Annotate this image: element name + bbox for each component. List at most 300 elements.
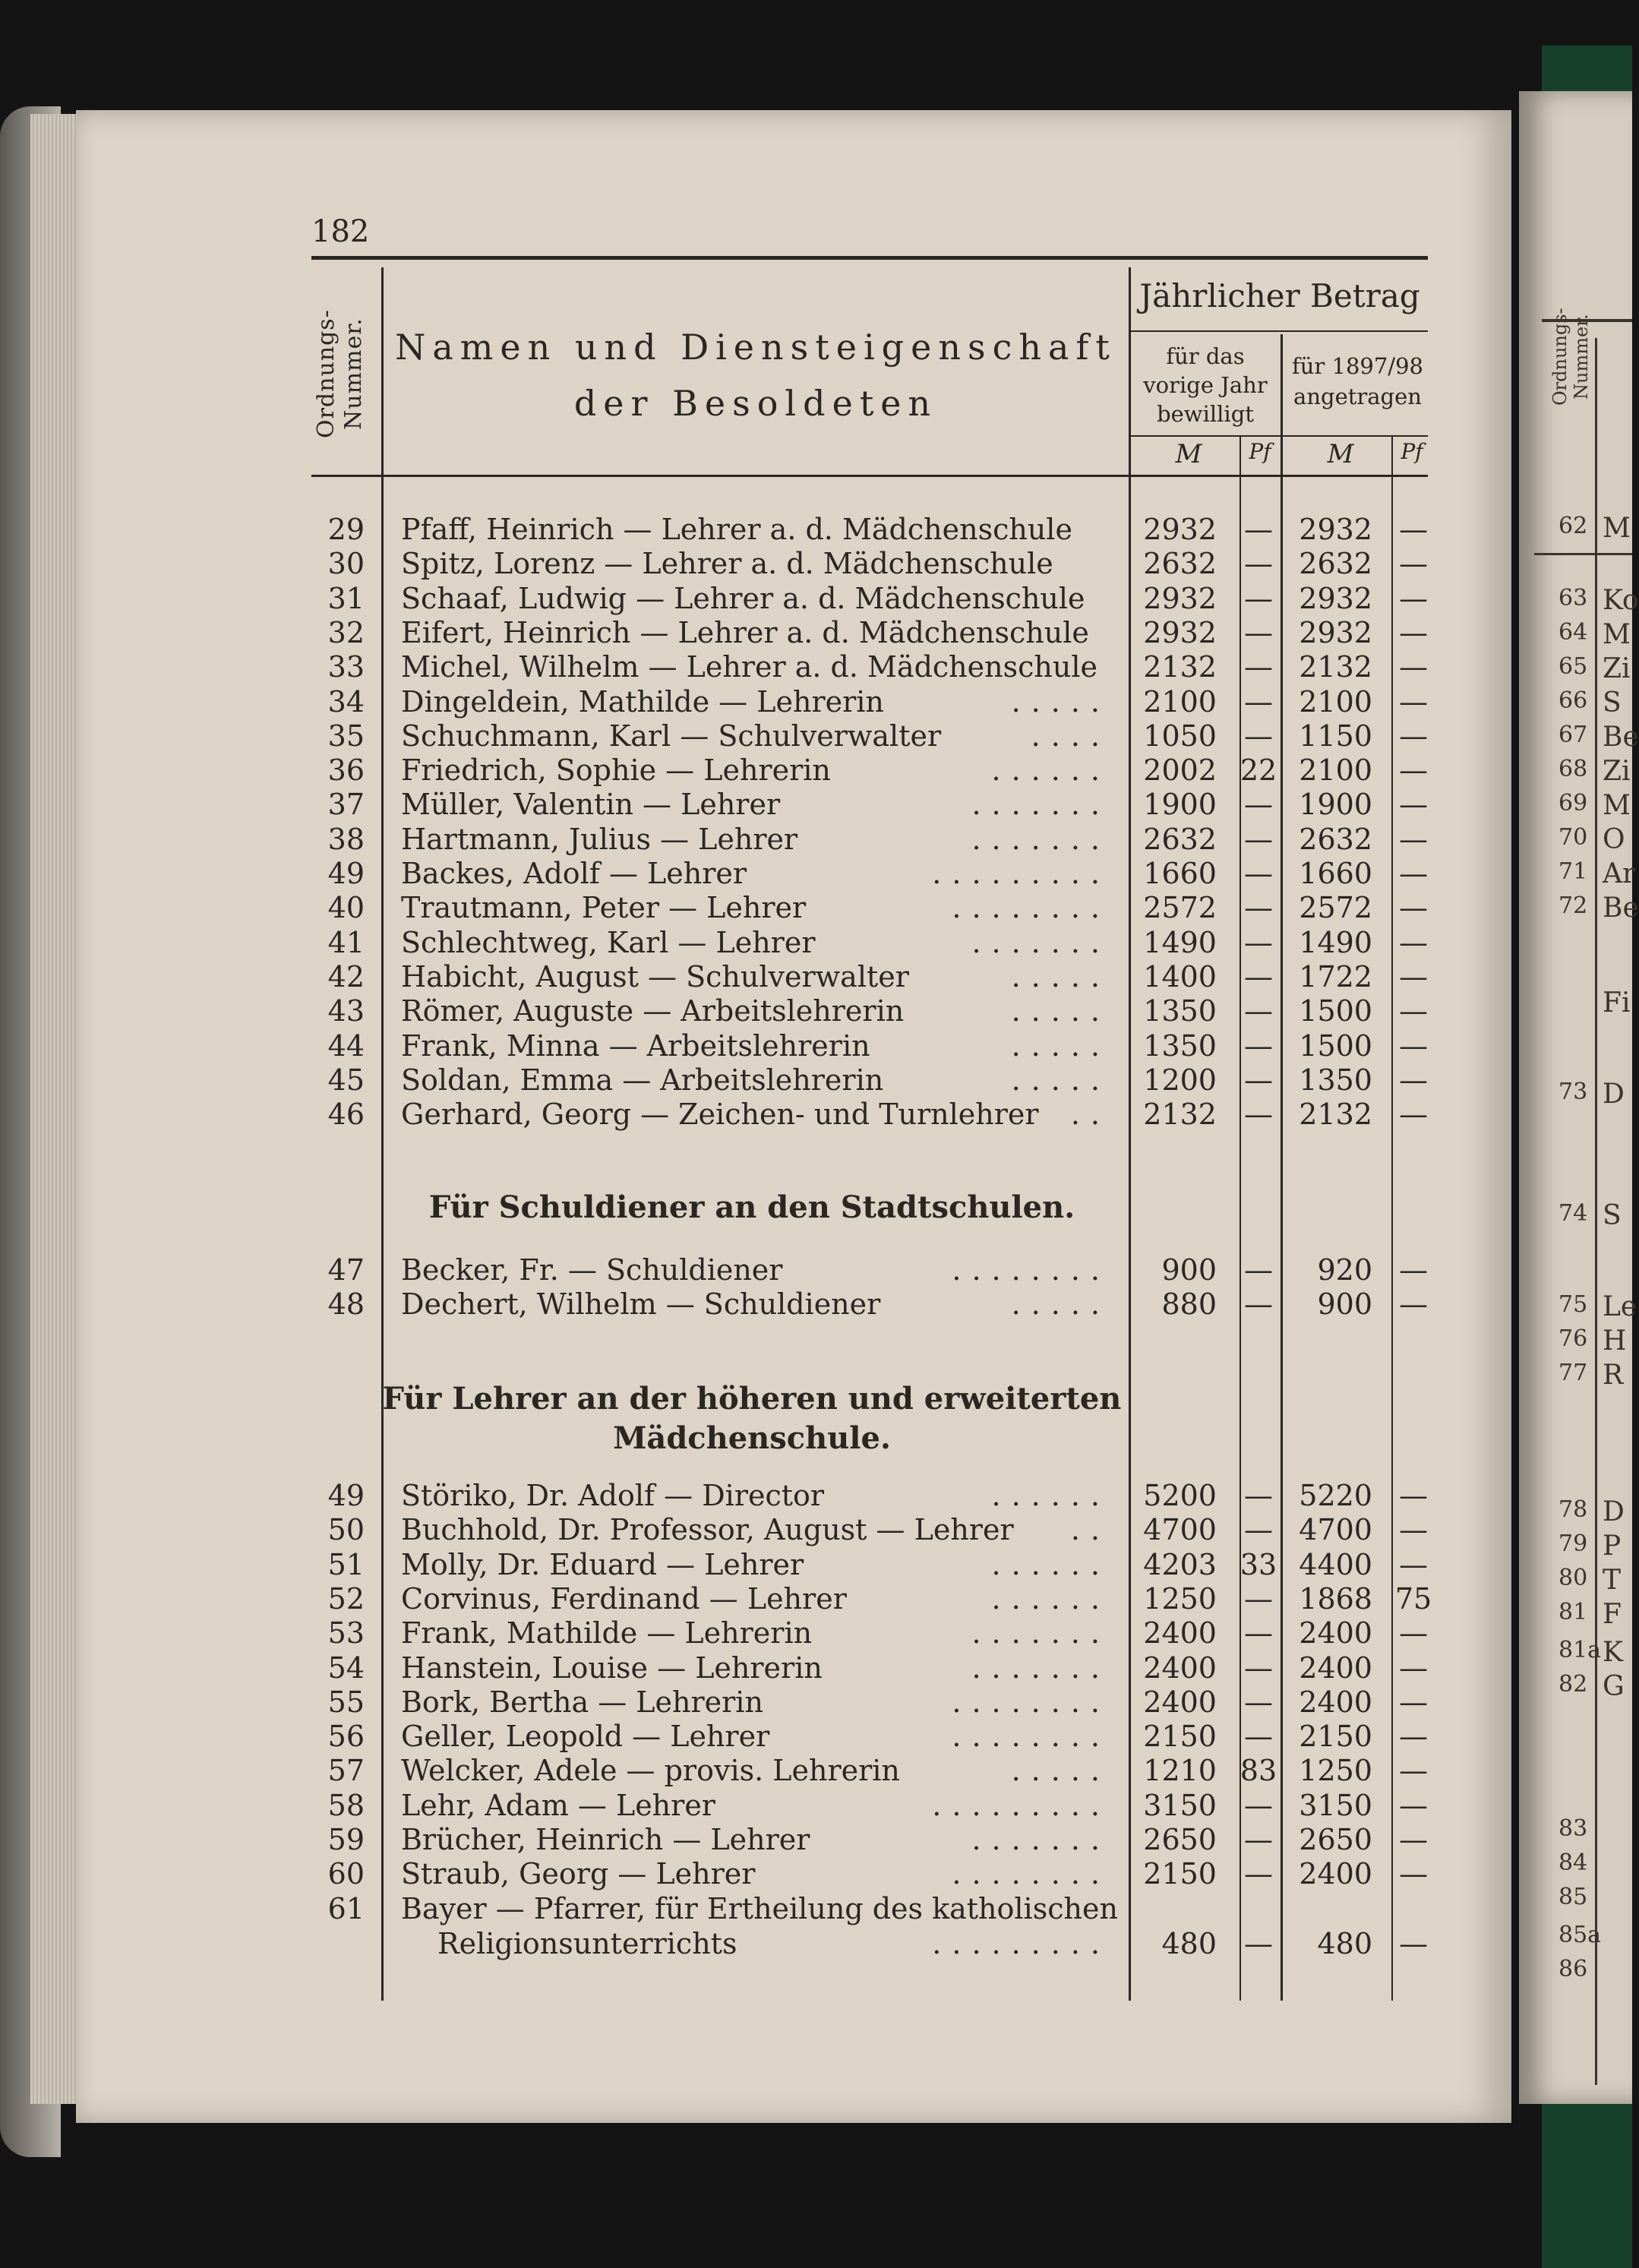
previous-amount: 2400 (1143, 1651, 1217, 1685)
header-order-number: Ordnungs-Nummer. (313, 309, 367, 438)
table-row (0, 1789, 1443, 1822)
previous-pfennig: — (1244, 547, 1273, 580)
new-amount: 1660 (1299, 857, 1372, 890)
previous-pfennig: — (1244, 1098, 1273, 1131)
order-number: 48 (327, 1287, 365, 1321)
previous-pfennig: — (1244, 1857, 1273, 1891)
leader-dots: .... (1031, 719, 1110, 753)
new-pfennig: — (1399, 650, 1428, 684)
table-row (0, 1479, 1443, 1512)
facing-page-entry: H (1603, 1325, 1627, 1357)
leader-dots: ...... (991, 1479, 1110, 1512)
order-number: 32 (327, 616, 365, 649)
new-amount: 1722 (1299, 960, 1372, 993)
person-name: Störiko, Dr. Adolf — Director (401, 1479, 825, 1512)
previous-amount: 4700 (1143, 1513, 1217, 1546)
table-row (0, 823, 1443, 856)
leader-dots: .. (1070, 1098, 1110, 1131)
facing-page-number: 75 (1558, 1291, 1588, 1318)
table-row (0, 719, 1443, 753)
previous-pfennig: — (1244, 994, 1273, 1028)
table-row (0, 960, 1443, 993)
table-row (0, 616, 1443, 649)
previous-pfennig: — (1244, 650, 1273, 684)
header-new-line1: für 1897/98 (1292, 353, 1423, 379)
person-name: Brücher, Heinrich — Lehrer (401, 1823, 810, 1856)
new-pfennig: — (1399, 1754, 1428, 1787)
new-pfennig: — (1399, 1651, 1428, 1685)
facing-page-number: 63 (1558, 585, 1588, 611)
facing-page-entry: Fi (1603, 987, 1631, 1019)
new-amount: 480 (1317, 1927, 1372, 1960)
new-amount: 3150 (1299, 1789, 1372, 1822)
header-name-line1: Namen und Diensteigenschaft (395, 327, 1116, 368)
leader-dots: ..... (1011, 1287, 1110, 1321)
previous-amount: 2932 (1143, 616, 1217, 649)
order-number: 50 (327, 1513, 365, 1546)
previous-amount: 2002 (1143, 753, 1217, 787)
previous-pfennig: — (1244, 685, 1273, 719)
person-name: Trautmann, Peter — Lehrer (401, 891, 807, 924)
table-row (0, 685, 1443, 719)
person-name: Buchhold, Dr. Professor, August — Lehrer (401, 1513, 1014, 1546)
table-row (0, 891, 1443, 924)
leader-dots: ....... (971, 1651, 1110, 1685)
person-name: Pfaff, Heinrich — Lehrer a. d. Mädchenschule (401, 513, 1072, 546)
table-row (0, 926, 1443, 959)
person-name: Dingeldein, Mathilde — Lehrerin (401, 685, 884, 719)
new-pfennig: — (1399, 1479, 1428, 1512)
previous-pfennig: — (1244, 1823, 1273, 1856)
facing-page (1519, 91, 1639, 2104)
facing-page-entry: S (1603, 687, 1622, 719)
new-pfennig: — (1399, 1857, 1428, 1891)
previous-amount: 1900 (1143, 788, 1217, 821)
facing-page-number: 85a (1558, 1922, 1602, 1948)
facing-page-entry: O (1603, 824, 1625, 855)
facing-page-entry: Zi (1603, 653, 1631, 684)
facing-page-entry: D (1603, 1496, 1625, 1527)
person-name: Hartmann, Julius — Lehrer (401, 823, 798, 856)
new-amount: 1900 (1299, 788, 1372, 821)
new-pfennig: — (1399, 753, 1428, 787)
unit-pf-new: Pf (1401, 439, 1423, 464)
new-pfennig: — (1399, 547, 1428, 580)
facing-page-number: 78 (1558, 1496, 1588, 1523)
leader-dots: ....... (971, 823, 1110, 856)
previous-amount: 1350 (1143, 994, 1217, 1028)
facing-page-number: 69 (1558, 790, 1588, 817)
header-amount: Jährlicher Betrag (1139, 277, 1420, 314)
header-new-year (1284, 351, 1432, 412)
previous-pfennig: 83 (1240, 1754, 1277, 1787)
order-number: 35 (327, 719, 365, 753)
order-number: 49 (327, 1479, 365, 1512)
previous-pfennig: — (1244, 1927, 1273, 1960)
new-amount: 2100 (1299, 685, 1372, 719)
person-name: Hanstein, Louise — Lehrerin (401, 1651, 823, 1685)
facing-page-number: 65 (1558, 653, 1588, 680)
order-number: 42 (327, 960, 365, 993)
facing-page-number: 83 (1558, 1815, 1588, 1842)
new-amount: 2400 (1299, 1857, 1372, 1891)
amount-rule (1129, 330, 1428, 332)
facing-page-entry: Le (1603, 1291, 1637, 1322)
table-row (0, 788, 1443, 821)
leader-dots: .. (1070, 1513, 1110, 1546)
order-number: 37 (327, 788, 365, 821)
section-title-maedchenschule-line2: Mädchenschule. (613, 1420, 891, 1456)
facing-page-number: 82 (1558, 1671, 1588, 1698)
order-number: 56 (327, 1720, 365, 1753)
person-name: Müller, Valentin — Lehrer (401, 788, 781, 821)
new-pfennig: — (1399, 582, 1428, 615)
order-number: 57 (327, 1754, 365, 1787)
order-number: 31 (327, 582, 365, 615)
new-amount: 1868 (1299, 1582, 1372, 1616)
facing-page-number: 73 (1558, 1079, 1588, 1105)
header-new-line2: angetragen (1293, 384, 1422, 409)
table-row (0, 1029, 1443, 1063)
new-pfennig: — (1399, 1685, 1428, 1719)
new-pfennig: — (1399, 685, 1428, 719)
order-number: 41 (327, 926, 365, 959)
new-pfennig: — (1399, 1098, 1428, 1131)
previous-amount: 1210 (1143, 1754, 1217, 1787)
section-title-maedchenschule-line1: Für Lehrer an der höheren und erweiterten (382, 1381, 1122, 1417)
facing-page-entry: T (1603, 1565, 1622, 1596)
previous-pfennig: — (1244, 1253, 1273, 1287)
previous-amount: 2632 (1143, 823, 1217, 856)
person-name: Frank, Minna — Arbeitslehrerin (401, 1029, 870, 1063)
table-row (0, 1754, 1443, 1787)
leader-dots: ........ (952, 1685, 1110, 1719)
order-number: 30 (327, 547, 365, 580)
table-row (0, 753, 1443, 787)
facing-page-number: 77 (1558, 1360, 1588, 1386)
facing-page-number: 79 (1558, 1530, 1588, 1557)
new-pfennig: — (1399, 1513, 1428, 1546)
previous-amount: 2932 (1143, 513, 1217, 546)
table-row (0, 1513, 1443, 1546)
facing-page-number: 81 (1558, 1599, 1588, 1625)
leader-dots: ...... (991, 1548, 1110, 1581)
order-number: 33 (327, 650, 365, 684)
previous-pfennig: — (1244, 1479, 1273, 1512)
table-row (0, 1616, 1443, 1650)
leader-dots: ...... (991, 753, 1110, 787)
leader-dots: ....... (971, 788, 1110, 821)
facing-page-entry: S (1603, 1200, 1622, 1231)
subhead-rule (1129, 435, 1428, 437)
order-number: 34 (327, 685, 365, 719)
leader-dots: ..... (1011, 1754, 1110, 1787)
header-prev-line3: bewilligt (1157, 401, 1254, 427)
facing-page-entry: G (1603, 1671, 1625, 1702)
previous-pfennig: — (1244, 857, 1273, 890)
new-amount: 900 (1317, 1287, 1372, 1321)
facing-page-number: 67 (1558, 722, 1588, 748)
new-amount: 2400 (1299, 1685, 1372, 1719)
previous-amount: 1660 (1143, 857, 1217, 890)
new-amount: 2400 (1299, 1616, 1372, 1650)
leader-dots: ....... (971, 926, 1110, 959)
new-pfennig: 75 (1394, 1582, 1432, 1616)
previous-pfennig: 33 (1240, 1548, 1277, 1581)
previous-amount: 5200 (1143, 1479, 1217, 1512)
order-number: 49 (327, 857, 365, 890)
header-previous-year (1130, 342, 1281, 428)
person-name-cont: Religionsunterrichts (437, 1927, 737, 1960)
previous-pfennig: — (1244, 1582, 1273, 1616)
new-pfennig: — (1399, 960, 1428, 993)
new-amount: 920 (1317, 1253, 1372, 1287)
previous-amount: 480 (1161, 1927, 1217, 1960)
facing-page-entry: K (1603, 1637, 1623, 1668)
new-amount: 5220 (1299, 1479, 1372, 1512)
previous-pfennig: — (1244, 1685, 1273, 1719)
new-amount: 4700 (1299, 1513, 1372, 1546)
facing-page-entry: M (1603, 790, 1631, 821)
table-row (0, 1823, 1443, 1856)
previous-amount: 2150 (1143, 1857, 1217, 1891)
facing-page-entry: M (1603, 513, 1631, 544)
new-pfennig: — (1399, 1548, 1428, 1581)
previous-amount: 2572 (1143, 891, 1217, 924)
new-pfennig: — (1399, 719, 1428, 753)
previous-pfennig: — (1244, 1720, 1273, 1753)
new-pfennig: — (1399, 1029, 1428, 1063)
person-name: Schlechtweg, Karl — Lehrer (401, 926, 816, 959)
previous-amount: 880 (1161, 1287, 1217, 1321)
top-rule (311, 256, 1428, 260)
new-amount: 2132 (1299, 650, 1372, 684)
leader-dots: ........ (952, 1857, 1110, 1891)
order-number: 54 (327, 1651, 365, 1685)
table-row (0, 1063, 1443, 1097)
table-row (0, 857, 1443, 890)
new-pfennig: — (1399, 823, 1428, 856)
previous-pfennig: — (1244, 891, 1273, 924)
person-name: Frank, Mathilde — Lehrerin (401, 1616, 813, 1650)
previous-amount: 2150 (1143, 1720, 1217, 1753)
previous-pfennig: — (1244, 1513, 1273, 1546)
previous-amount: 1250 (1143, 1582, 1217, 1616)
leader-dots: ......... (932, 1927, 1110, 1960)
order-number: 55 (327, 1685, 365, 1719)
leader-dots: ..... (1011, 1029, 1110, 1063)
facing-page-number: 71 (1558, 858, 1588, 885)
previous-amount: 2132 (1143, 1098, 1217, 1131)
table-row (0, 994, 1443, 1028)
table-row (0, 1098, 1443, 1131)
new-pfennig: — (1399, 1063, 1428, 1097)
header-name-column (387, 319, 1124, 431)
leader-dots: ......... (932, 857, 1110, 890)
facing-page-number: 76 (1558, 1325, 1588, 1352)
order-number: 46 (327, 1098, 365, 1131)
order-number: 52 (327, 1582, 365, 1616)
table-row (0, 1582, 1443, 1616)
previous-amount: 2400 (1143, 1685, 1217, 1719)
previous-pfennig: 22 (1240, 753, 1277, 787)
leader-dots: ..... (1011, 994, 1110, 1028)
header-prev-line1: für das (1166, 343, 1245, 369)
previous-pfennig: — (1244, 788, 1273, 821)
person-name: Spitz, Lorenz — Lehrer a. d. Mädchenschule (401, 547, 1053, 580)
page-number: 182 (311, 214, 370, 249)
person-name: Michel, Wilhelm — Lehrer a. d. Mädchenschule (401, 650, 1097, 684)
previous-pfennig: — (1244, 582, 1273, 615)
facing-page-entry: Be (1603, 892, 1639, 924)
table-row (0, 513, 1443, 546)
table-row (0, 1253, 1443, 1287)
new-amount: 2150 (1299, 1720, 1372, 1753)
new-amount: 2100 (1299, 753, 1372, 787)
facing-page-number: 68 (1558, 756, 1588, 782)
previous-pfennig: — (1244, 926, 1273, 959)
leader-dots: ..... (1011, 1063, 1110, 1097)
new-pfennig: — (1399, 994, 1428, 1028)
previous-amount: 2400 (1143, 1616, 1217, 1650)
new-pfennig: — (1399, 857, 1428, 890)
person-name: Corvinus, Ferdinand — Lehrer (401, 1582, 847, 1616)
previous-pfennig: — (1244, 1287, 1273, 1321)
leader-dots: ........ (952, 891, 1110, 924)
person-name: Geller, Leopold — Lehrer (401, 1720, 770, 1753)
facing-page-number: 62 (1558, 513, 1588, 539)
facing-page-entry: Ko (1603, 585, 1639, 616)
new-pfennig: — (1399, 1616, 1428, 1650)
table-row (0, 1685, 1443, 1719)
previous-pfennig: — (1244, 1029, 1273, 1063)
new-pfennig: — (1399, 1823, 1428, 1856)
facing-page-entry: F (1603, 1599, 1622, 1630)
new-pfennig: — (1399, 1720, 1428, 1753)
person-name: Römer, Auguste — Arbeitslehrerin (401, 994, 905, 1028)
person-name: Lehr, Adam — Lehrer (401, 1789, 715, 1822)
facing-page-number: 72 (1558, 892, 1588, 919)
new-amount: 1150 (1299, 719, 1372, 753)
leader-dots: ........ (952, 1720, 1110, 1753)
leader-dots: ..... (1011, 685, 1110, 719)
facing-page-entry: D (1603, 1079, 1625, 1110)
previous-amount: 1050 (1143, 719, 1217, 753)
new-amount: 2132 (1299, 1098, 1372, 1131)
new-pfennig: — (1399, 926, 1428, 959)
previous-pfennig: — (1244, 1651, 1273, 1685)
order-number: 47 (327, 1253, 365, 1287)
order-number: 38 (327, 823, 365, 856)
person-name: Schuchmann, Karl — Schulverwalter (401, 719, 942, 753)
order-number: 36 (327, 753, 365, 787)
unit-pf-prev: Pf (1249, 439, 1271, 464)
facing-page-entry: R (1603, 1360, 1624, 1391)
previous-pfennig: — (1244, 1063, 1273, 1097)
new-pfennig: — (1399, 1287, 1428, 1321)
previous-amount: 1350 (1143, 1029, 1217, 1063)
new-amount: 1490 (1299, 926, 1372, 959)
leader-dots: ..... (1011, 960, 1110, 993)
person-name: Bork, Bertha — Lehrerin (401, 1685, 763, 1719)
table-row (0, 650, 1443, 684)
new-pfennig: — (1399, 891, 1428, 924)
order-number: 43 (327, 994, 365, 1028)
previous-pfennig: — (1244, 513, 1273, 546)
unit-mark-prev: M (1175, 439, 1202, 469)
order-number: 53 (327, 1616, 365, 1650)
order-number: 44 (327, 1029, 365, 1063)
previous-amount: 2632 (1143, 547, 1217, 580)
facing-page-entry: Ar (1603, 858, 1636, 889)
order-number: 59 (327, 1823, 365, 1856)
table-row (0, 1287, 1443, 1321)
new-pfennig: — (1399, 1253, 1428, 1287)
order-number: 40 (327, 891, 365, 924)
section-title-schuldiener: Für Schuldiener an den Stadtschulen. (428, 1189, 1075, 1225)
previous-amount: 2650 (1143, 1823, 1217, 1856)
facing-page-entry: P (1603, 1530, 1622, 1562)
facing-page-number: 66 (1558, 687, 1588, 714)
person-name: Gerhard, Georg — Zeichen- und Turnlehrer (401, 1098, 1039, 1131)
facing-page-number: 81a (1558, 1637, 1602, 1663)
new-amount: 2932 (1299, 513, 1372, 546)
facing-page-number: 70 (1558, 824, 1588, 851)
order-number: 58 (327, 1789, 365, 1822)
order-number: 45 (327, 1063, 365, 1097)
facing-page-header: Ordnungs-Nummer. (1549, 308, 1592, 406)
previous-amount: 3150 (1143, 1789, 1217, 1822)
previous-pfennig: — (1244, 1616, 1273, 1650)
new-amount: 2572 (1299, 891, 1372, 924)
order-number: 61 (327, 1892, 365, 1925)
new-amount: 2400 (1299, 1651, 1372, 1685)
facing-page-entry: Be (1603, 722, 1639, 753)
new-amount: 2650 (1299, 1823, 1372, 1856)
new-amount: 4400 (1299, 1548, 1372, 1581)
table-row (0, 547, 1443, 580)
person-name: Backes, Adolf — Lehrer (401, 857, 747, 890)
previous-amount: 900 (1161, 1253, 1217, 1287)
header-prev-line2: vorige Jahr (1143, 372, 1268, 398)
header-bottom-rule (311, 475, 1428, 477)
person-name: Soldan, Emma — Arbeitslehrerin (401, 1063, 884, 1097)
facing-page-number: 74 (1558, 1200, 1588, 1227)
new-amount: 2632 (1299, 823, 1372, 856)
new-pfennig: — (1399, 788, 1428, 821)
person-name: Welcker, Adele — provis. Lehrerin (401, 1754, 900, 1787)
previous-amount: 1490 (1143, 926, 1217, 959)
table-row (0, 1857, 1443, 1891)
person-name: Molly, Dr. Eduard — Lehrer (401, 1548, 804, 1581)
order-number: 29 (327, 513, 365, 546)
person-name: Straub, Georg — Lehrer (401, 1857, 756, 1891)
new-amount: 1500 (1299, 1029, 1372, 1063)
table-row (0, 1892, 1443, 1925)
table-row (0, 1548, 1443, 1581)
previous-amount: 2100 (1143, 685, 1217, 719)
new-pfennig: — (1399, 513, 1428, 546)
new-amount: 1250 (1299, 1754, 1372, 1787)
facing-page-number: 86 (1558, 1956, 1588, 1982)
order-number: 51 (327, 1548, 365, 1581)
facing-page-number: 85 (1558, 1884, 1588, 1910)
leader-dots: ...... (991, 1582, 1110, 1616)
leader-dots: ......... (932, 1789, 1110, 1822)
new-amount: 1350 (1299, 1063, 1372, 1097)
facing-page-number: 84 (1558, 1849, 1588, 1876)
previous-amount: 1400 (1143, 960, 1217, 993)
